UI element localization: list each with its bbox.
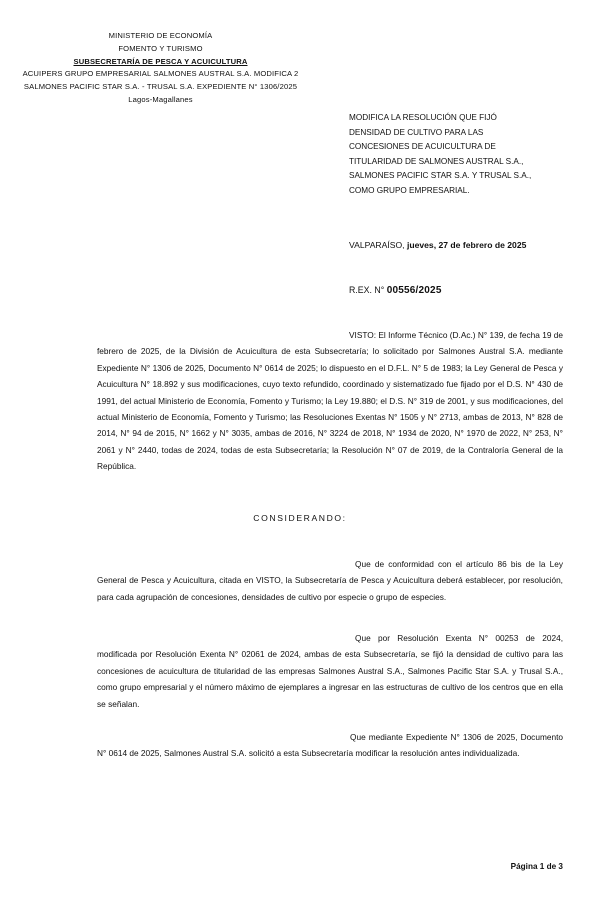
visto-text: fecha 19 de febrero de 2025, de la División de Acuicultura de esta Subsecretaría; lo solicitado por Salmones Austral S.A. mediante Expediente N° 1306 de 2025, Documento N° 0614 de 2025; lo dispuesto en el D.F.L. N° 5 de 1983; la Ley General de Pesca y Acuicultura N° 18.892 y sus modificaciones, cuyo texto refundido, coordinado y sistematizado fue fijado por el D.S. N° 430 de 1991, del actual Ministerio de Economía, Fomento y Turismo; la Ley 19.880; el D.S. N° 319 de 2001, y sus modificaciones, del actual Ministerio de Economía, Fomento y Turismo; las Resoluciones Exentas N° 1505 y N° 2713, ambas de 2013, N° 828 de 2014, N° 94 de 2015, N° 1662 y N° 3035, ambas de 2016, N° 3224 de 2018, N° 1934 de 2020, N° 1970 de 2022, N° 253, N° 2061 y N° 2440, todas de 2024, todas de esta Subsecretaría; la Resolución N° 07 de 2019, de la Contraloría General de la República.: [97, 330, 563, 472]
subject-line-2: DENSIDAD DE CULTIVO PARA LAS: [349, 127, 484, 137]
subject-line-1: MODIFICA LA RESOLUCIÓN QUE FIJÓ: [349, 113, 497, 122]
subject-line-5: SALMONES PACIFIC STAR S.A. Y TRUSAL S.A.,: [349, 171, 532, 181]
considerando-3-text: 2025, Documento N° 0614 de 2025, Salmones Austral S.A. solicitó a esta Subsecretaría modificar la resolución antes individualizada.: [97, 732, 564, 759]
subject-block: [349, 111, 561, 199]
considerando-paragraph-3: [97, 729, 563, 762]
considerando-2-lead: Que por Resolución Exenta N° 00253 de: [355, 633, 535, 643]
considerando-paragraph-2: [97, 630, 563, 712]
considerando-1-lead: Que de conformidad con el artículo 86 bis: [355, 559, 522, 569]
place-city: VALPARAÍSO,: [349, 240, 405, 250]
considerando-3-lead: Que mediante Expediente N° 1306 de: [350, 732, 494, 742]
place-date: [349, 240, 569, 250]
considerando-2-text: 2024, modificada por Resolución Exenta N° 02061 de 2024, ambas de esta Subsecretaría, se fijó la densidad de cultivo para las concesiones de acuicultura de titularidad de las empresas Salmones Austral S.A., Salmones Pacific Star S.A. y Trusal S.A., como grupo empresarial y el número máximo de ejemplares a ingresar en las estructuras de cultivo de los centros que en ella se señalan.: [97, 633, 563, 709]
page-number: Página 1 de 3: [510, 862, 563, 871]
resolution-value: 00556/2025: [386, 285, 442, 296]
issue-date: jueves, 27 de febrero de 2025: [406, 240, 527, 250]
letterhead: [8, 30, 313, 107]
considerando-paragraph-1: [97, 556, 563, 605]
visto-lead: VISTO: El Informe Técnico (D.Ac.) N° 139, de: [349, 330, 518, 340]
letterhead-line-region: Lagos-Magallanes: [128, 94, 193, 104]
letterhead-line-subsecretary: SUBSECRETARÍA DE PESCA Y ACUICULTURA: [73, 56, 248, 66]
subject-line-6: COMO GRUPO EMPRESARIAL.: [349, 185, 470, 195]
letterhead-line-group: ACUIPERS GRUPO EMPRESARIAL SALMONES AUSTRAL S.A. MODIFICA 2: [22, 69, 299, 79]
letterhead-line-department: FOMENTO Y TURISMO: [118, 43, 203, 53]
resolution-label: R.EX. N°: [349, 285, 385, 295]
considerando-1-text: de la Ley General de Pesca y Acuicultura, citada en VISTO, la Subsecretaría de Pesca y Acuicultura deberá establecer, por resolución, para cada agrupación de concesiones, densidades de cultivo por especie o grupo de especies.: [97, 559, 563, 602]
subject-line-4: TITULARIDAD DE SALMONES AUSTRAL S.A.,: [349, 156, 524, 166]
letterhead-line-file: SALMONES PACIFIC STAR S.A. - TRUSAL S.A. EXPEDIENTE N° 1306/2025: [23, 82, 298, 92]
letterhead-line-ministry: MINISTERIO DE ECONOMÍA: [108, 31, 213, 40]
visto-paragraph: [97, 327, 563, 475]
considerando-heading: CONSIDERANDO:: [253, 513, 347, 523]
resolution-number: [349, 285, 442, 296]
subject-line-3: CONCESIONES DE ACUICULTURA DE: [349, 142, 496, 152]
